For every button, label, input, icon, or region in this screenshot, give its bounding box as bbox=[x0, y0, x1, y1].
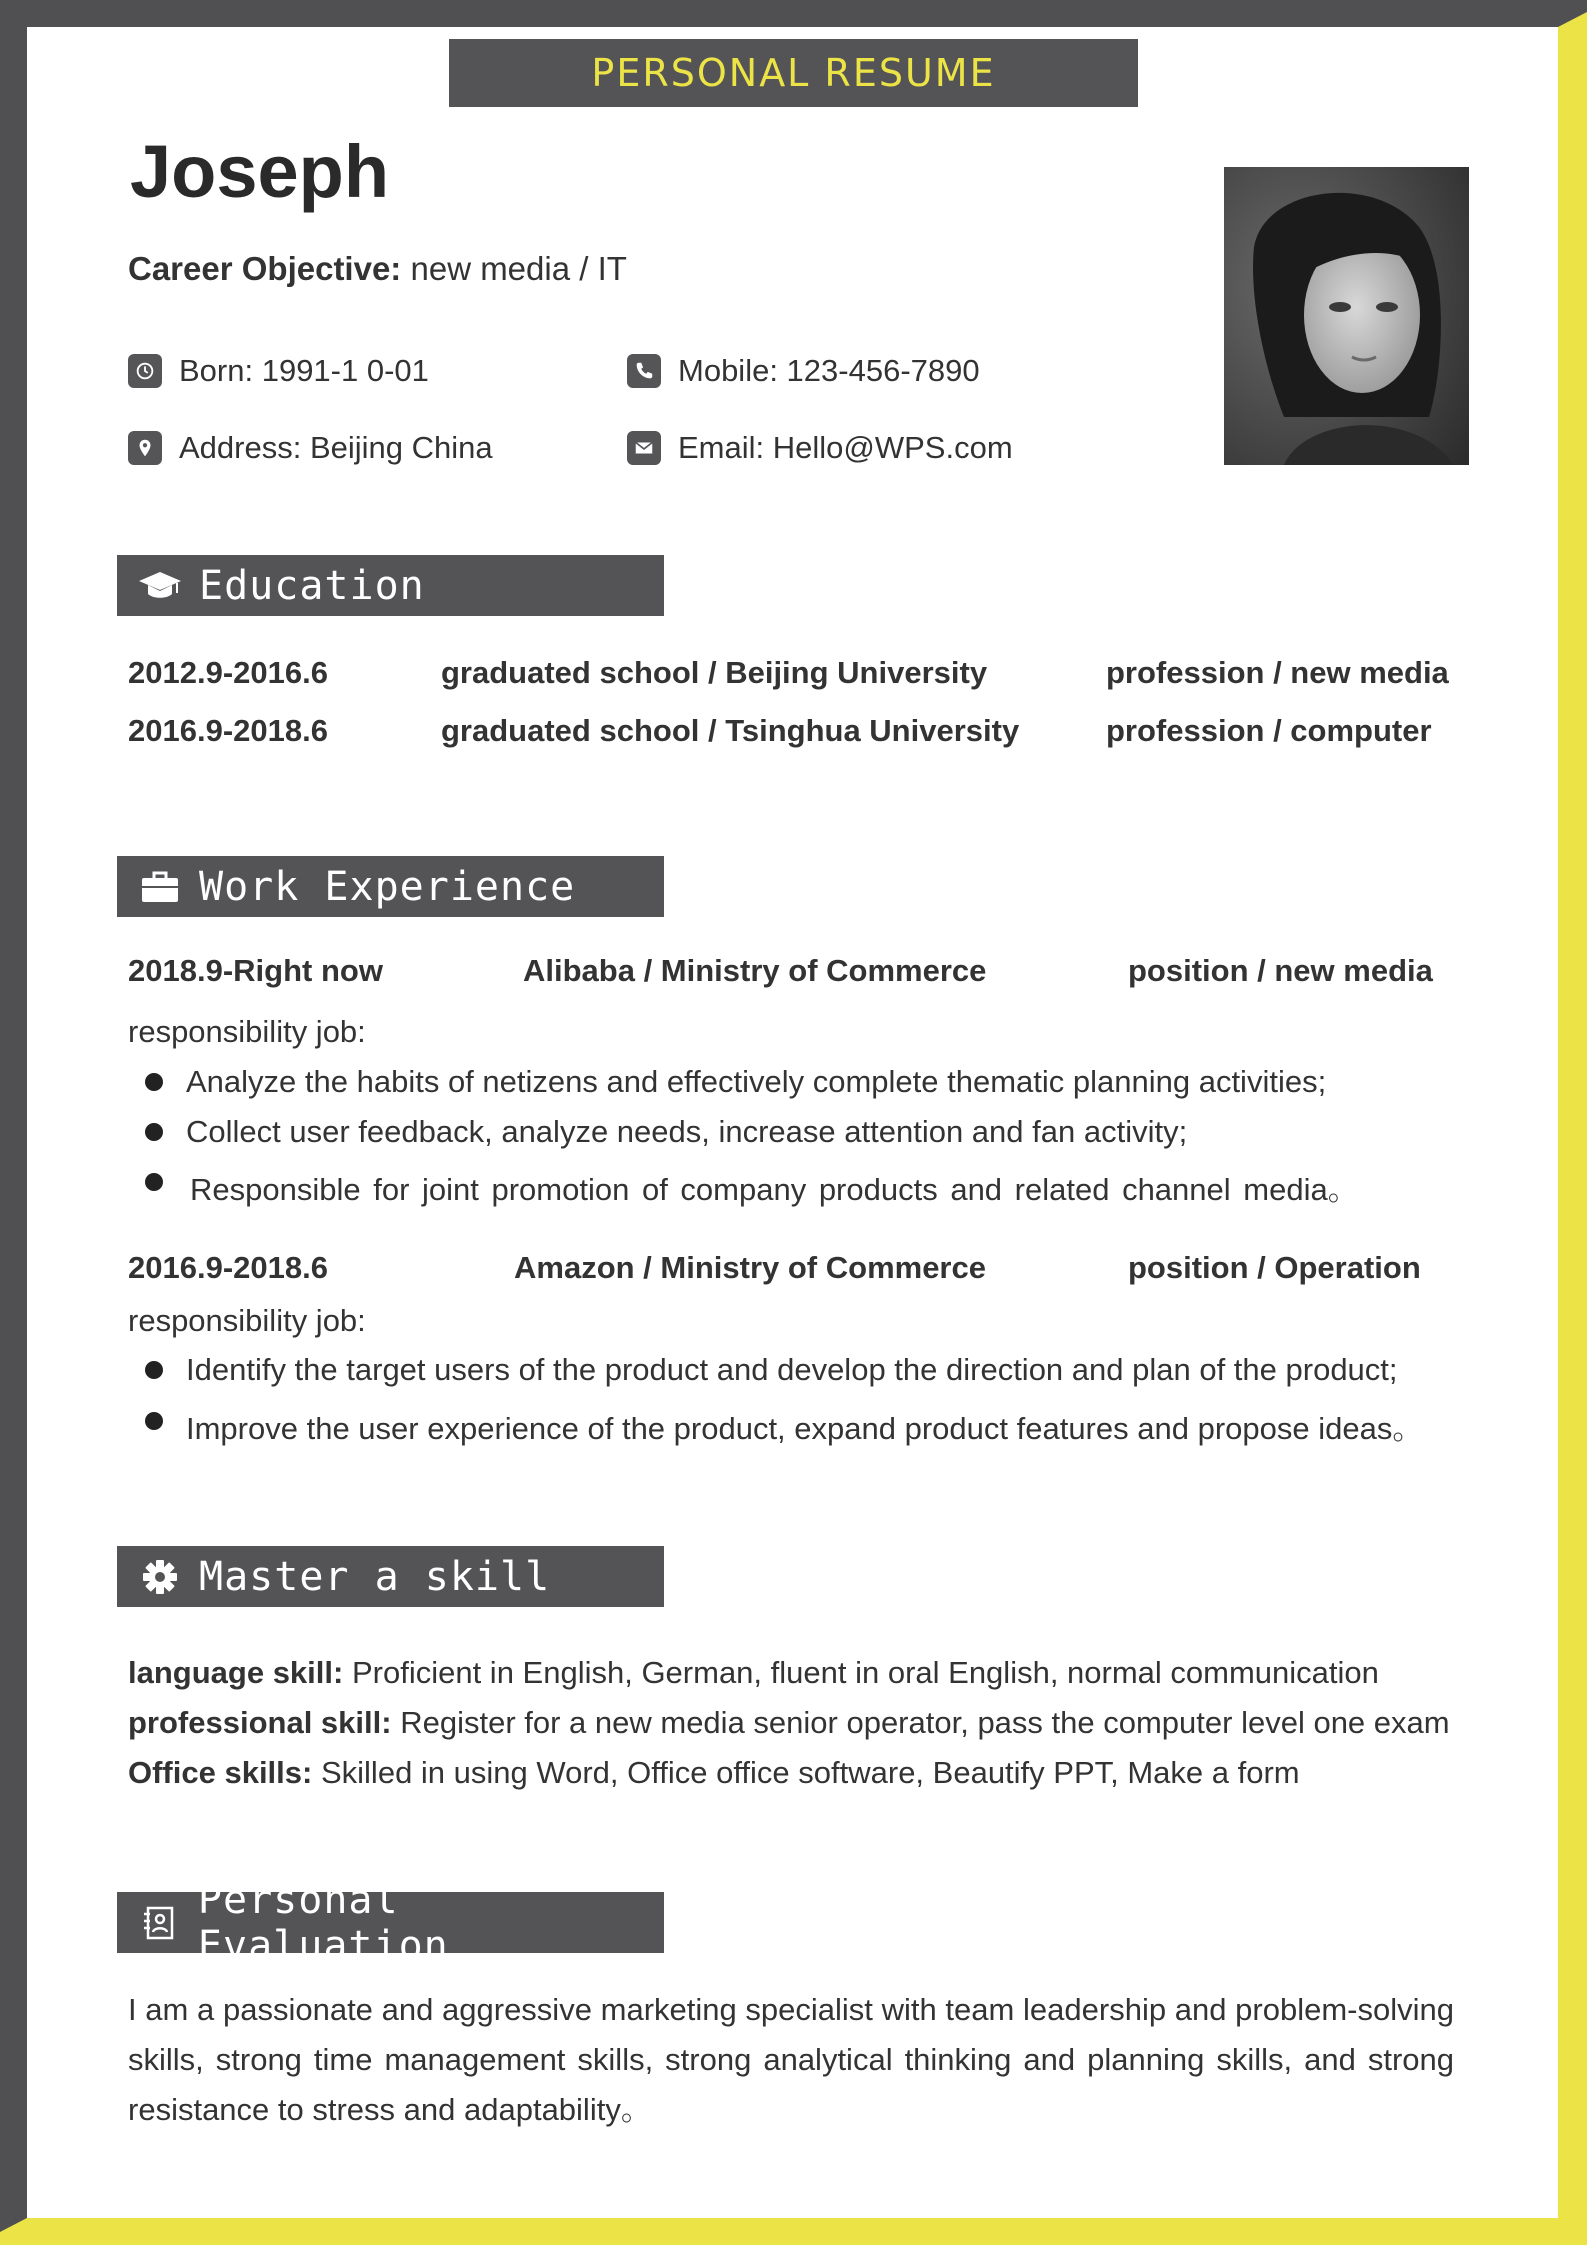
graduation-cap-icon bbox=[135, 564, 185, 608]
resume-title-banner bbox=[449, 39, 1138, 107]
skill-office bbox=[128, 1755, 1300, 1791]
work-company: Amazon / Ministry of Commerce bbox=[514, 1250, 986, 1285]
bullet-dot bbox=[145, 1361, 163, 1379]
responsibility-item: Collect user feedback, analyze needs, increase attention and fan activity; bbox=[186, 1114, 1188, 1149]
work-period: 2018.9-Right now bbox=[128, 953, 383, 988]
envelope-icon bbox=[627, 431, 661, 465]
mobile-info bbox=[627, 353, 980, 389]
education-section-header bbox=[117, 555, 664, 616]
work-position: position / Operation bbox=[1128, 1250, 1421, 1285]
bullet-dot bbox=[145, 1412, 163, 1430]
skills-title: Master a skill bbox=[199, 1553, 551, 1600]
education-school: graduated school / Beijing University bbox=[441, 655, 988, 690]
objective-label: Career Objective: bbox=[128, 250, 402, 287]
email-text: Email: Hello@WPS.com bbox=[678, 430, 1013, 465]
mobile-text: Mobile: 123-456-7890 bbox=[678, 353, 980, 388]
evaluation-section-header bbox=[117, 1876, 664, 1969]
address-text: Address: Beijing China bbox=[179, 430, 493, 465]
skill-label: professional skill: bbox=[128, 1705, 392, 1740]
responsibility-item: Improve the user experience of the product, expand product features and propose ideas。 bbox=[186, 1411, 1424, 1446]
work-section-header bbox=[117, 856, 664, 917]
clock-icon bbox=[128, 354, 162, 388]
responsibility-label: responsibility job: bbox=[128, 1303, 366, 1338]
bullet-dot bbox=[145, 1173, 163, 1191]
responsibility-label: responsibility job: bbox=[128, 1014, 366, 1049]
education-period: 2012.9-2016.6 bbox=[128, 655, 328, 690]
skill-value: Register for a new media senior operator, pass the computer level one exam bbox=[400, 1705, 1450, 1740]
education-period: 2016.9-2018.6 bbox=[128, 713, 328, 748]
responsibility-item: Analyze the habits of netizens and effectively complete thematic planning activities; bbox=[186, 1064, 1327, 1099]
skills-section-header bbox=[117, 1546, 664, 1607]
bullet-dot bbox=[145, 1123, 163, 1141]
contact-book-icon bbox=[135, 1901, 184, 1945]
education-major: profession / computer bbox=[1106, 713, 1432, 748]
skill-label: language skill: bbox=[128, 1655, 344, 1690]
gear-icon bbox=[135, 1555, 185, 1599]
born-info bbox=[128, 353, 429, 389]
skill-label: Office skills: bbox=[128, 1755, 313, 1790]
career-objective bbox=[128, 250, 627, 288]
work-position: position / new media bbox=[1128, 953, 1433, 988]
responsibility-item: Responsible for joint promotion of company products and related channel media。 bbox=[190, 1172, 1359, 1207]
education-title: Education bbox=[199, 562, 425, 609]
bullet-dot bbox=[145, 1073, 163, 1091]
objective-value: new media / IT bbox=[410, 250, 627, 287]
born-text: Born: 1991-1 0-01 bbox=[179, 353, 429, 388]
profile-photo bbox=[1224, 167, 1469, 465]
skill-value: Proficient in English, German, fluent in oral English, normal communication bbox=[351, 1655, 1379, 1690]
phone-icon bbox=[627, 354, 661, 388]
candidate-name: Joseph bbox=[130, 130, 390, 213]
skill-value: Skilled in using Word, Office office software, Beautify PPT, Make a form bbox=[320, 1755, 1300, 1790]
email-info bbox=[627, 430, 1013, 466]
responsibility-item: Identify the target users of the product and develop the direction and plan of the product; bbox=[186, 1352, 1398, 1387]
skill-professional bbox=[128, 1705, 1450, 1741]
work-period: 2016.9-2018.6 bbox=[128, 1250, 328, 1285]
evaluation-title: Personal Evaluation bbox=[197, 1876, 449, 1969]
resume-title: PERSONAL RESUME bbox=[591, 51, 996, 95]
skill-language bbox=[128, 1655, 1379, 1691]
address-info bbox=[128, 430, 493, 466]
work-title: Work Experience bbox=[199, 863, 576, 910]
evaluation-text: I am a passionate and aggressive marketing specialist with team leadership and problem-solving skills, strong time management skills, strong analytical thinking and planning skills, and strong resistance to stress and adaptability。 bbox=[128, 1992, 1454, 2127]
education-school: graduated school / Tsinghua University bbox=[441, 713, 1020, 748]
briefcase-icon bbox=[135, 865, 185, 909]
work-company: Alibaba / Ministry of Commerce bbox=[523, 953, 987, 988]
location-pin-icon bbox=[128, 431, 162, 465]
education-major: profession / new media bbox=[1106, 655, 1449, 690]
